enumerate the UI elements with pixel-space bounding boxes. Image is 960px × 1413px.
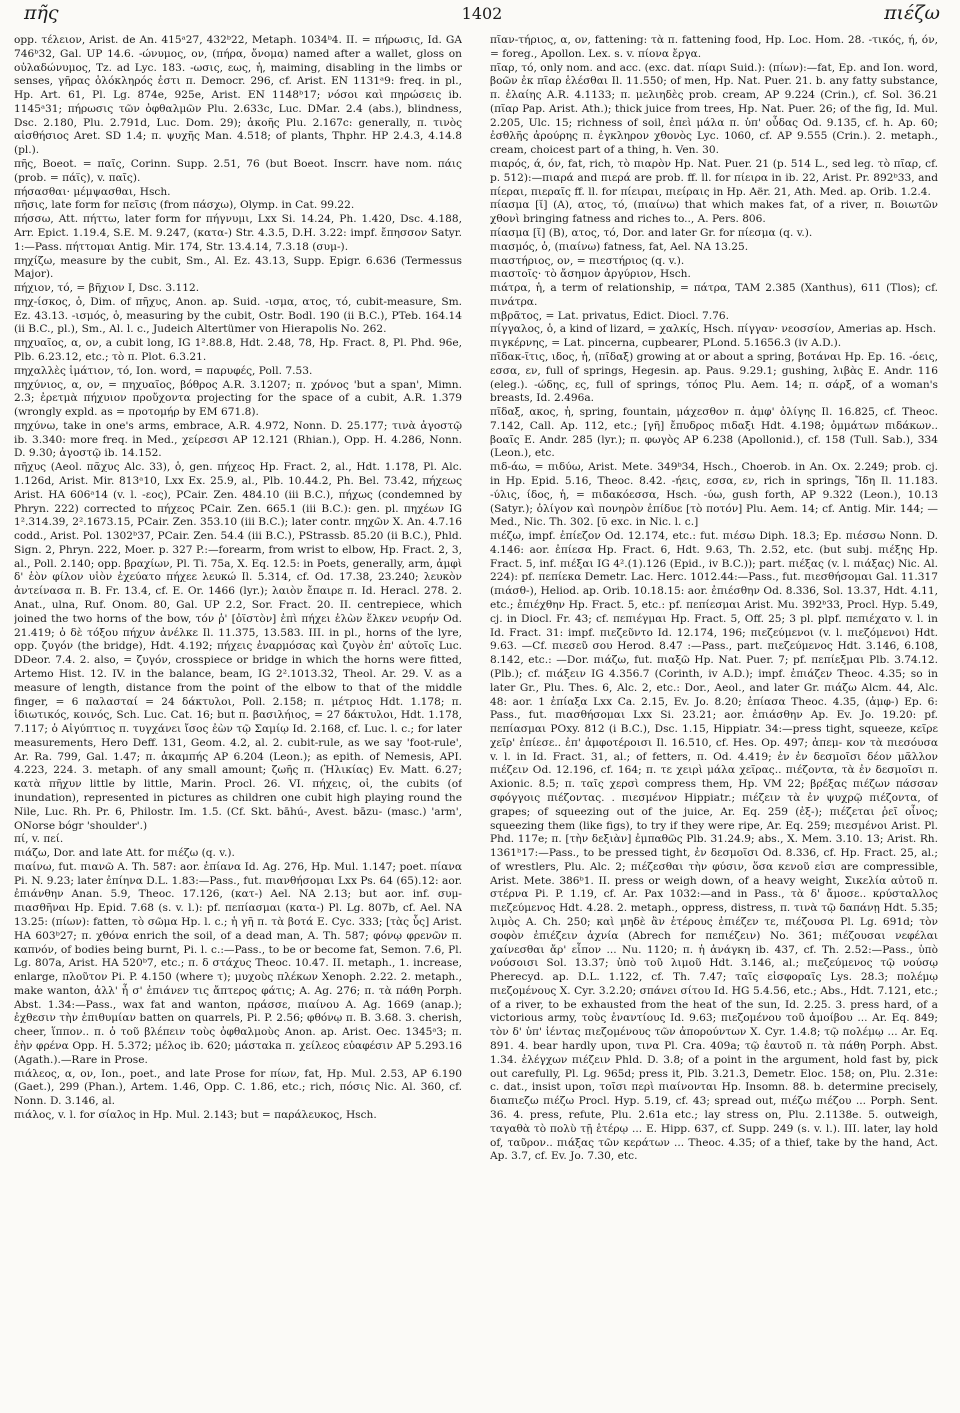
dictionary-entry: πηχαλλὲς ἱμάτιον, τό, Ion. word, = παρυφές, Poll. 7.53. [14, 364, 313, 377]
page-number: 1402 [461, 4, 503, 23]
dictionary-entry: opp. τέλειον, Arist. de An. 415ᵃ27, 432ᵇ22, Metaph. 1034ᵇ4. II. = πήρωσις, Id. GA 746ᵇ32, Gal. UP 14.6. -ώνυμος, ον, (πήρα, ὄνομα) named after a wallet, gloss on οὐλαδώνυμος, Tz. ad Lyc. 183. -ωσις, εως, ἡ, maiming, disabling in the limbs or senses, γῆρας ὁλόκληρός ἐστι π. Democr. 296, cf. Arist. EN 1131ᵃ9: freq. in pl., Hp. Art. 61, Pl. Lg. 874e, 925e, Arist. EN 1148ᵇ17; νόσοι καὶ πηρώσεις ib. 1145ᵃ31; πήρωσις τῶν ὀφθαλμῶν Plu. 2.633c, Luc. DMar. 2.4 (abs.), blindness, Dsc. 2.180, Plu. 2.791d, Luc. Dom. 29); ἀκοῆς Plu. 2.167c: generally, π. τινὸς αἰσθήσιος Aret. SD 1.4; π. ψυχῆς Man. 4.518; of plants, Thphr. HP 2.4.3, 4.14.8 (pl.). [14, 34, 462, 157]
dictionary-entry: πιαστήριος, ον, = πιεστήριος (q. v.). [490, 254, 685, 267]
dictionary-entry: πιάλεος, α, ον, Ion., poet., and late Prose for πίων, fat, Hp. Mul. 2.53, AP 6.190 (Gaet.), 299 (Phan.), Artem. 1.46, Opp. C. 1.86, etc.; rich, πόσις Nic. Al. 360, cf. Nonn. D. 3.146, al. [14, 1067, 462, 1108]
dictionary-entry: πηχ-ίσκος, ὁ, Dim. of πῆχυς, Anon. ap. Suid. -ισμα, ατος, τό, cubit-measure, Sm. Ez. 43.13. -ισμός, ὁ, measuring by the cubit, Ostr. Bodl. 190 (ii B.C.), PTeb. 164.14 (ii B.C., pl.), Sm., Al. l. c., Judeich Altertümer von Hierapolis No. 262. [14, 295, 462, 336]
dictionary-entry: πήσσω, Att. πήττω, later form for πήγνυμι, Lxx Si. 14.24, Ph. 1.420, Dsc. 4.188, Arr. Epict. 1.19.4, S.E. M. 9.247, (κατα-) Str. 4.3.5, D.H. 3.22: impf. ἔπησσον Satyr. 1:—Pass. πήττομαι Antig. Mir. 174, Str. 13.4.14, 7.3.18 (συμ-). [14, 213, 462, 253]
dictionary-entry: πιάτρα, ἡ, a term of relationship, = πάτρα, TAM 2.385 (Xanthus), 611 (Tlos); cf. πινάτρα. [490, 282, 938, 308]
dictionary-entry: πιαστοῖς· τὸ ἄσημον ἀργύριον, Hsch. [490, 268, 691, 281]
dictionary-entry: πηχύνω, take in one's arms, embrace, A.R. 4.972, Nonn. D. 25.177; τινὰ ἀγοστῷ ib. 3.340: more freq. in Med., χείρεσσι AP 12.121 (Rhian.), Opp. H. 4.286, Nonn. D. 9.30; ἀγοστῷ ib. 14.152. [14, 419, 462, 460]
dictionary-entry: πήχιον, τό, = βῆχιον I, Dsc. 3.112. [14, 282, 200, 295]
dictionary-entry: πῖαν-τήριος, α, ον, fattening: τὰ π. fattening food, Hp. Loc. Hom. 28. -τικός, ή, όν, = foreg., Apollon. Lex. s. v. πίονα ἔργα. [490, 34, 938, 60]
dictionary-entry: πίασμα [ῐ] (A), ατος, τό, (πιαίνω) that which makes fat, of a river, π. Βοιωτῶν χθονὶ bringing fatness and riches to.., A. Pers. 806. [490, 199, 938, 226]
dictionary-entry: πηχίζω, measure by the cubit, Sm., Al. Ez. 43.13, Supp. Epigr. 6.636 (Termessus Major). [14, 254, 462, 281]
dictionary-entry: πηχύνιος, α, ον, = πηχυαῖος, βόθρος A.R. 3.1207; π. χρόνος 'but a span', Mimn. 2.3; ἐρετμὰ πήχυιον προὔχοντα projecting for the space of a cubit, A.R. 1.379 (wrongly expld. as = προτομήρ by EM 671.8). [14, 378, 462, 419]
dictionary-entry: πῆσις, late form for πεῖσις (from πάσχω), Olymp. in Cat. 99.22. [14, 199, 355, 212]
dictionary-entry: πῆς, Boeot. = παῖς, Corinn. Supp. 2.51, 76 (but Boeot. Inscrr. have nom. πάις (prob. = πάϊς), v. παῖς). [14, 158, 462, 184]
right-column [490, 34, 938, 1406]
dictionary-entry: πῖδαξ, ακος, ἡ, spring, fountain, μάχεσθον π. ἀμφ' ὀλίγης Il. 16.825, cf. Theoc. 7.142, Call. Ap. 112, etc.; [γῆ] ἔπυδρος πιδαξι Hdt. 4.198; ὀμμάτων πιδάκων.. βοαῖς E. Andr. 285 (lyr.); π. φωγὸς AP 6.238 (Apollonid.), cf. 158 (Tull. Sab.), 334 (Leon.), etc. [490, 406, 938, 460]
dictionary-entry: πιαρός, ά, όν, fat, rich, τὸ πιαρὸν Hp. Nat. Puer. 21 (p. 514 L., sed leg. τὸ πῖαρ, cf. p. 512):—πιαρά and πιερά are prob. ff. ll. for πίειρα in ib. 22, Arist. Pr. 892ᵇ33, and πίεραι, πιεραῖς ff. ll. for πίειραι, πιείραις in Hp. Aër. 21, Ath. Med. ap. Orib. 1.2.4. [490, 158, 938, 198]
dictionary-entry: πίασμα [ῐ] (B), ατος, τό, Dor. and later Gr. for πίεσμα (q. v.). [490, 226, 813, 239]
dictionary-entry: πιγκέρνης, = Lat. pincerna, cupbearer, PLond. 5.1656.3 (iv A.D.). [490, 337, 842, 350]
dictionary-entry: πιαίνω, fut. πιανῶ A. Th. 587: aor. ἐπίανα Id. Ag. 276, Hp. Mul. 1.147; poet. πίανα Pi. N. 9.23; later ἐπίηνα D.L. 1.83:—Pass., fut. πιανθήσομαι Lxx Ps. 64 (65).12: aor. ἐπιάνθην Anan. 5.9, Theoc. 17.126, (κατ-) Ael. NA 2.13; but aor. inf. συμ-πιασθῆναι Hp. Epid. 7.68 (s. v. l.): pf. πεπίασμαι (κατα-) Pl. Lg. 807b, cf. Ael. NA 13.25: (πίων): fatten, τὸ σῶμα Hp. l. c.; ἡ γῆ π. τὰ βοτά E. Cyc. 333; [τὰς ὗς] Arist. HA 603ᵇ27; π. χθόνα enrich the soil, of a dead man, A. Th. 587; φόνῳ φρενῶν π. καπνόν, of bodies being burnt, Pi. l. c.:—Pass., to be or become fat, Semon. 7.6, Pl. Lg. 807a, Arist. HA 520ᵇ7, etc.; π. δ στάχυς Theoc. 10.47. II. metaph., 1. increase, enlarge, πλοῦτον Pi. P. 4.150 (where τ); μυχοὺς πλέκων Xenoph. 2.22. 2. metaph., make wanton, ἀλλ' ἦ σ' ἐπιάνεν τις ἄπτερος φάτις; A. Ag. 276; π. τὰ πάθη Porph. Abst. 1.34:—Pass., wax fat and wanton, πράσσε, πιαίνου A. Ag. 1669 (anap.); ἐχθεσιν τὴν ἐπιθυμίαν batten on quarrels, Pi. P. 2.56; φθόνῳ π. B. 3.68. 3. cherish, cheer, ἵππον.. π. ὁ τοῦ βλέπειν τοὺς ὀφθαλμοὺς Anon. ap. Arist. Oec. 1345ᵃ3; π. ἐὴν φρένα Opp. H. 5.372; μέλος ib. 620; μάσταka π. χείλεος εὐαφέσιν AP 5.293.16 (Agath.).—Rare in Prose. [14, 860, 462, 1066]
dictionary-entry: πῖδακ-ῖτις, ιδος, ἡ, (πῖδαξ) growing at or about a spring, βοτάναι Hp. Ep. 16. -όεις, εσσα, εν, full of springs, Hegesin. ap. Paus. 9.29.1; gushing, λιβὰς E. Andr. 116 (eleg.). -ώδης, ες, full of springs, τόπος Plu. Aem. 14; π. σάρξ, of a woman's breasts, Id. 2.496a. [490, 350, 938, 405]
dictionary-entry: πίγγαλος, ὁ, a kind of lizard, = χαλκίς, Hsch. πίγγαν· νεοσσίον, Amerias ap. Hsch. [490, 323, 937, 336]
dictionary-entry: πῖαρ, τό, only nom. and acc. (exc. dat. πίαρι Suid.): (πίων):—fat, Ep. and Ion. word, βοῶν ἐκ πῖαρ ἑλέσθαι Il. 11.550; of men, Hp. Nat. Puer. 21. b. any fatty substance, π. ἐλαίης A.R. 4.1133; π. μελιηδὲς prob. cream, AP 9.224 (Crin.), cf. Sol. 36.21 (πῖαρ Pap. Arist. Ath.); thick juice from trees, Hp. Nat. Puer. 26; of the fig, Id. Mul. 2.205, Ulc. 15; richness of soil, ἐπεὶ μάλα π. ὑπ' οὖδας Od. 9.135, cf. h. Ap. 60; ἐσθλῆς ἀρούρης π. ἐγκληρον χθονὸς Lyc. 1060, cf. AP 9.555 (Crin.). 2. metaph., cream, choicest part of a thing, h. Ven. 30. [490, 61, 938, 157]
dictionary-entry: πῆχυς (Aeol. πᾶχυς Alc. 33), ὁ, gen. πήχεος Hp. Fract. 2, al., Hdt. 1.178, Pl. Alc. 1.126d, Arist. Mir. 813ᵃ10, Lxx Ex. 25.9, al., Plb. 10.44.2, Ph. Bel. 73.42, πήχεως Arist. HA 606ᵃ14 (v. l. -εος), PCair. Zen. 484.10 (iii B.C.), πήχως (condemned by Phryn. 222) corrected to πήχεος PCair. Zen. 665.1 (iii B.C.): gen. pl. πηχέων IG 1².314.39, 2².1673.15, PCair. Zen. 353.10 (iii B.C.); later contr. πηχῶν X. An. 4.7.16 codd., Arist. Pol. 1302ᵇ37, PCair. Zen. 54.4 (iii B.C.), PStrassb. 85.20 (ii B.C.), Phld. Sign. 2, Phryn. 222, Moer. p. 327 P.:—forearm, from wrist to elbow, Hp. Fract. 2, 3, al., Poll. 2.140; opp. βραχίων, Pl. Ti. 75a, X. Eq. 12.5: in Poets, generally, arm, ἀμφὶ δ' ἑὸν φίλον υἱὸν ἐχεύατο πήχεε λευκώ Il. 5.314, cf. Od. 17.38, 23.240; λευκὸν ἀντείνασα π. B. Fr. 13.4, cf. E. Or. 1466 (lyr.); λαιὸν ἔπαιρε π. Id. Heracl. 278. 2. Anat., ulna, Ruf. Onom. 80, Gal. UP 2.2, Sor. Fract. 20. II. centrepiece, which joined the two horns of the bow, τόν ῥ' [ὀϊστὸν] ἐπὶ πήχει ἑλὼν ἕλκεν νευρήν Od. 21.419; ὁ δὲ τόξου πήχυν ἀνέλκε Il. 11.375, 13.583. III. in pl., horns of the lyre, opp. ζυγόν (the bridge), Hdt. 4.192; πήχεις ἐναρμόσας καὶ ζυγὸν ἐπ' αὐτοῖς Luc. DDeor. 7.4. 2. also, = ζυγόν, crosspiece or bridge in which the horns were fitted, Artemo Hist. 12. IV. in the balance, beam, IG 2².1013.32, Theol. Ar. 29. V. as a measure of length, distance from the point of the elbow to that of the middle finger, = 6 παλασταί = 24 δάκτυλοι, Poll. 2.158; π. μέτριος Hdt. 1.178; π. ἰδιωτικός, κοινός, Sch. Luc. Cat. 16; but π. βασιλήιος, = 27 δάκτυλοι, Hdt. 1.178, 7.117; ὁ Αἰγύπτιος π. τυγχάνει ἴσος ἐὼν τῷ Σαμίῳ Id. 2.168, cf. Luc. l. c.; for later measurements, Hero Deff. 131, Geom. 4.2, al. 2. cubit-rule, as we say 'foot-rule', Ar. Ra. 799, Gal. 1.47; π. ἀκαμπής AP 6.204 (Leon.); as epith. of Nemesis, API. 4.223, 224. 3. metaph. of any small amount; ζωῆς π. (Ἠλικίας) Ev. Matt. 6.27; κατὰ πῆχυν little by little, Marin. Procl. 26. VI. πήχεις, οἱ, the cubits (of inundation), represented in pictures as children one cubit high playing round the Nile, Luc. Rh. Pr. 6, Philostr. Im. 1.5. (Cf. Skt. bāhú-, Avest. bāzu- (masc.) 'arm', ONorse bógr 'shoulder'.) [14, 461, 462, 832]
dictionary-entry: πιδ-άω, = πιδύω, Arist. Mete. 349ᵇ34, Hsch., Choerob. in An. Ox. 2.249; prob. cj. in Hp. Epid. 5.16, Theoc. 8.42. -ήεις, εσσα, εν, rich in springs, Ἴδη Il. 11.183. -ύλις, ίδος, ἡ, = πιδακόεσσα, Hsch. -ύω, gush forth, AP 9.322 (Leon.), 10.13 (Satyr.); ὀλίγον καὶ πονηρὸν ἐπίδυε [τὸ ποτόν] Plu. Aem. 14; cf. Antig. Mir. 144; —Med., Nic. Th. 302. [ῡ exc. in Nic. l. c.] [490, 461, 938, 529]
dictionary-entry: πιασμός, ὁ, (πιαίνω) fatness, fat, Ael. NA 13.25. [490, 240, 749, 253]
dictionary-entry: πιβρᾶτος, = Lat. privatus, Edict. Diocl. 7.76. [490, 309, 730, 322]
dictionary-entry: πιάλος, v. l. for σίαλος in Hp. Mul. 2.143; but = παράλευκος, Hsch. [14, 1108, 377, 1121]
dictionary-entry: πιέζω, impf. ἐπίεζον Od. 12.174, etc.: fut. πιέσω Diph. 18.3; Ep. πιέσσω Nonn. D. 4.146: aor. ἐπίεσα Hp. Fract. 6, Hdt. 9.63, Th. 2.52, etc. (but subj. πιέξης Hp. Fract. 5, inf. πιέξαι IG 4².(1).126 (Epid., iv B.C.)); part. πιέξας (v. l. πιάξας) Nic. Al. 224): pf. πεπίεκα Demetr. Lac. Herc. 1012.44:—Pass., fut. πιεσθήσομαι Gal. 11.317 (πιάσθ-), Heliod. ap. Orib. 10.18.15: aor. ἐπιέσθην Od. 8.336, Sol. 13.37, Hdt. 4.11, etc.; ἐπιέχθην Hp. Fract. 5, etc.: pf. πεπίεσμαι Arist. Mu. 392ᵇ33, Procl. Hyp. 5.49, cj. in Diocl. Fr. 43; cf. πεπιέγμαι Hp. Fract. 5, Off. 25; 3 pl. plpf. πεπιέχατο v. l. in Id. Fract. 31: impf. πιεζεῦντο Id. 12.174, 196; πιεζεύμενοι (v. l. πιεζόμενοι) Hdt. 9.63. —Cf. πιεσεῦ σου Herod. 8.47 :—Pass., part. πιεζεύμενος Hdt. 3.146, 6.108, 8.142, etc.: —Dor. πιάζω, fut. πιαξῶ Hp. Nat. Puer. 7; pf. πεπίεξμαι Plb. 3.74.12. (Plb.); cf. πιάξειν IG 4.356.7 (Corinth, iv A.D.); impf. ἐπιάζεν Theoc. 4.35; so in later Gr., Plu. Thes. 6, Alc. 2, etc.: Dor., Aeol., and later Gr. πιάζω Alcm. 44, Alc. 48: aor. 1 ἐπίαξα Lxx Ca. 2.15, Ev. Jo. 8.20; ἐπίασα Theoc. 4.35, (ἀμφ-) Ep. 6: Pass., fut. πιασθήσομαι Lxx Si. 23.21; aor. ἐπιάσθην Ap. Ev. Jo. 19.20: pf. πεπίασμαι POxy. 812 (i B.C.), Dsc. 1.15, Hippiatr. 34:—press tight, squeeze, κεῖρε χεῖρ' ἐπίεσε.. ἐπ' ἀμφοτέροισι Il. 16.510, cf. Hes. Op. 497; ἀπεμ- κον τὰ πιεσόυσα v. l. in Id. Fract. 31, al.; of fetters, π. Od. 4.419; ἐν ἐν δεσμοῖσι δέον μᾶλλον πιέζειν Od. 12.196, cf. 164; π. τε χειρὶ μάλα χεῖρας.. πιέζοντα, τὰ ἐν δεσμοῖσι π. Axionic. 8.5; π. ταῖς χερσὶ compress them, Hp. VM 22; βρέξας πιέζων πάσσαν σφόγγοις πιέζοντας. . πιεσμένον Hippiatr.; πιέζειν τὰ ἐν ψυχρῷ πιέζοντα, of grapes; of squeezing out of the juice, Ar. Eq. 259 (ἐξ-); πιέζεται ῥεῖ οἶνος; squeezing them (like figs), to try if they were ripe, Ar. Eq. 259; πιεσμένοι Arist. Pl. Phd. 117e; π. [τὴν δεξιὰν] ἐμπαθῶς Plb. 31.24.9; abs., X. Mem. 3.10. 13; Arist. Rh. 1361ᵇ17:—Pass., to be pressed tight, ἐν δεσμοῖσι Od. 8.336, cf. Hp. Fract. 25, al.; of wrestlers, Plu. Alc. 2; πιέζεσθαι τὴν φύσιν, ὅσα κενοῦ εἰσι are compressible, Arist. Mete. 386ᵇ1. II. press or weigh down, of a heavy weight, Σικελία αὐτοῦ π. στέρνα Pi. P. 1.19, cf. Ar. Pax 1032:—and in Pass., τὰ δ' ἄμοσε.. κρύσταλλος πιεζεύμενος Hdt. 4.28. 2. metaph., oppress, distress, π. τινὰ τῷ δαπάνῃ Hdt. 5.35; λιμὸς A. Ch. 250; καὶ μηδὲ ἂν ἑτέρους ἐπιέζεν τε, πιέζουσα Pl. Lg. 691d; τὸν σοφὸν ἐπιέζειν ἀχνία (Abrech for πεπιέζειν) No. 361; πιέζουσαι νεφέλαι χαίνεσθαι ἄρ' εἶπον ... Nu. 1120; π. ἡ ἀνάγκη ib. 437, cf. Th. 2.52:—Pass., ὑπὸ νούσοισι Sol. 13.37; ὑπὸ τοῦ λιμοῦ Hdt. 3.146, al.; πιεζεύμενος τῷ νούσῳ Pherecyd. ap. D.L. 1.122, cf. Th. 7.47; ταῖς εἰσφοραῖς Lys. 28.3; πολέμῳ πιεζομένους X. Cyr. 3.2.20; σπάνει σίτου Id. HG 5.4.56, etc.; Abs., Hdt. 7.121, etc.; of a river, to be exhausted from the heat of the sun, Id. 2.25. 3. press hard, of a victorious army, τοὺς ἐναντίους Id. 9.63; πιεζομένου τοῦ ἀμοίβου ... Ar. Eq. 849; τὸν δ' ὑπ' ἰέντας πιεζομένους τῶν ἀπορούντων X. Cyr. 1.4.8; τῷ πολέμῳ ... Ar. Eq. 891. 4. bear hardly upon, τινα Pl. Cra. 409a; τῷ ἑαυτοῦ π. τὰ πάθη Porph. Abst. 1.34. ἐλέγχων πιέζειν Phld. D. 3.8; of a point in the argument, hold fast by, pick out carefully, Pl. Lg. 965d; press it, Plb. 3.21.3, Demetr. Eloc. 158; on, Plu. 2.31e: c. dat., insist upon, τοῖσι περὶ πιαίνονται Hp. Insomn. 88. b. determine precisely, διαπιεζω πιέζω Procl. Hyp. 5.19, cf. 43; spread out, πιέζω πιέζου ... Porph. Sent. 36. 4. press, refute, Plu. 2.61a etc.; lay stress on, Plu. 2.1138e. 5. outweigh, ταγαθὰ τὸ πολὺ τῇ ἑτέρῳ ... E. Hipp. 637, cf. Supp. 249 (s. v. l.). III. later, lay hold of, ταῦρον.. πιάξας τῶν κεράτων ... Theoc. 4.35; of a thief, take by the hand, Act. Ap. 3.7, cf. Ev. Jo. 7.30, etc. [490, 530, 938, 1163]
dictionary-entry: πιάζω, Dor. and late Att. for πιέζω (q. v.). [14, 847, 235, 860]
page-header [24, 2, 940, 28]
dictionary-entry: πήσασθαι· μέμψασθαι, Hsch. [14, 185, 171, 198]
dictionary-entry: πηχυαῖος, α, ον, a cubit long, IG 1².88.8, Hdt. 2.48, 78, Hp. Fract. 8, Pl. Phd. 96e, Plb. 6.23.12, etc.; τὸ π. Plot. 6.3.21. [14, 337, 462, 363]
dictionary-entry: πί, v. πεί. [14, 833, 64, 846]
left-running-head: πῆς [24, 2, 59, 24]
left-column [14, 34, 462, 1406]
right-running-head: πιέζω [884, 2, 940, 24]
